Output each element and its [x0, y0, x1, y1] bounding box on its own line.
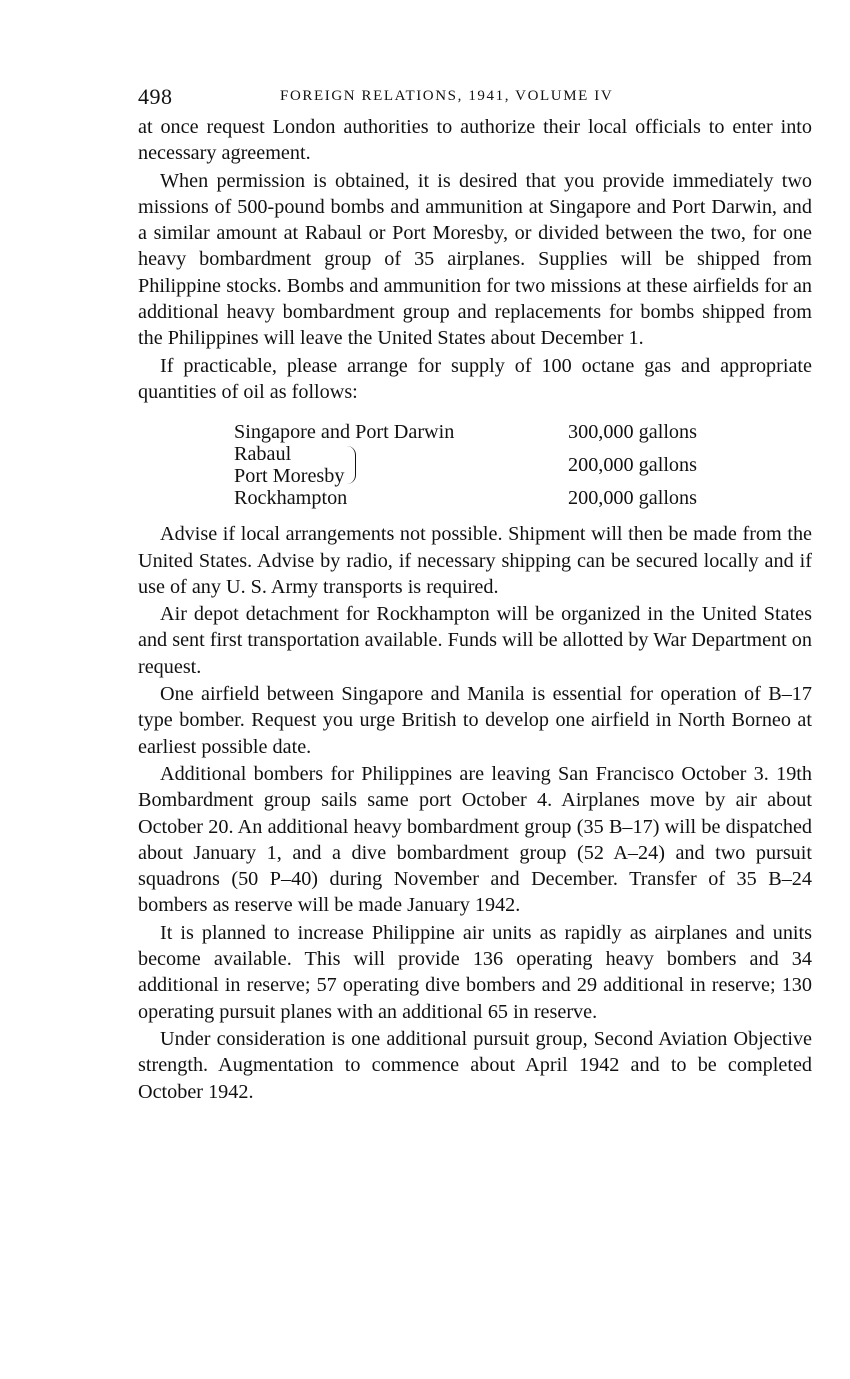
paragraph: Additional bombers for Philippines are leaving San Francisco October 3. 19th Bombardment group sails same port October 4. Airplanes move by air about October 20. An additional heavy bombardment group (35 B–17) will be dispatched about January 1, and a dive bombardment group (52 A–24) and two pursuit squadrons (50 P–40) during November and December. Transfer of 35 B–24 bombers as reserve will be made January 1942.	[138, 762, 812, 917]
paragraph: Air depot detachment for Rockhampton will be organized in the United States and sent first transportation available. Funds will be allotted by War Department on request.	[138, 603, 812, 678]
paragraph: One airfield between Singapore and Manila is essential for operation of B–17 type bomber. Request you urge British to develop one airfield in North Borneo at earliest possible date.	[138, 683, 812, 758]
paragraph: Under consideration is one additional pursuit group, Second Aviation Objective strength. Augmentation to commence about April 1942 and to be completed October 1942.	[138, 1027, 812, 1103]
body-text	[138, 114, 812, 1105]
location-cell	[234, 487, 568, 509]
amount-cell: 200,000 gallons	[568, 487, 697, 510]
location-name: Port Moresby	[234, 465, 345, 488]
paragraph: Advise if local arrangements not possible. Shipment will then be made from the United States. Advise by radio, if necessary shipping can be secured locally and if use of any U. S. Army transports is required.	[138, 523, 812, 598]
amount-cell: 200,000 gallons	[568, 454, 697, 477]
paragraph: It is planned to increase Philippine air units as rapidly as airplanes and units become available. This will provide 136 operating heavy bombers and 34 additional in reserve; 57 operating dive bombers and 29 additional in reserve; 130 operating pursuit planes with an additional 65 in reserve.	[138, 921, 812, 1023]
document-page	[138, 84, 812, 1105]
paragraph: at once request London authorities to authorize their local officials to enter into necessary agreement.	[138, 116, 812, 165]
paragraph: If practicable, please arrange for supply of 100 octane gas and appropriate quantities of oil as follows:	[138, 354, 812, 403]
amount-cell: 300,000 gallons	[568, 421, 697, 444]
table-row	[234, 421, 697, 443]
right-brace-icon	[347, 446, 356, 484]
location-name: Rabaul	[234, 443, 292, 466]
location-cell	[234, 421, 568, 443]
location-name: Singapore and Port Darwin	[234, 421, 455, 444]
paragraph: When permission is obtained, it is desired that you provide immediately two missions of 500-pound bombs and ammunition at Singapore and Port Darwin, and a similar amount at Rabaul or Port Moresby, or divided between the two, for one heavy bombardment group of 35 airplanes. Supplies will be shipped from Philippine stocks. Bombs and ammunition for two missions at these airfields for an additional heavy bombardment group and replacements for bombs shipped from the Philippines will leave the United States about December 1.	[138, 169, 812, 350]
page-number: 498	[138, 84, 173, 109]
fuel-supply-table	[234, 421, 697, 509]
location-name: Rockhampton	[234, 487, 348, 510]
running-head	[138, 84, 812, 114]
running-head-title: FOREIGN RELATIONS, 1941, VOLUME IV	[280, 88, 614, 104]
location-cell	[234, 443, 568, 487]
table-row	[234, 443, 697, 487]
location-group	[234, 443, 344, 487]
table-row	[234, 487, 697, 509]
